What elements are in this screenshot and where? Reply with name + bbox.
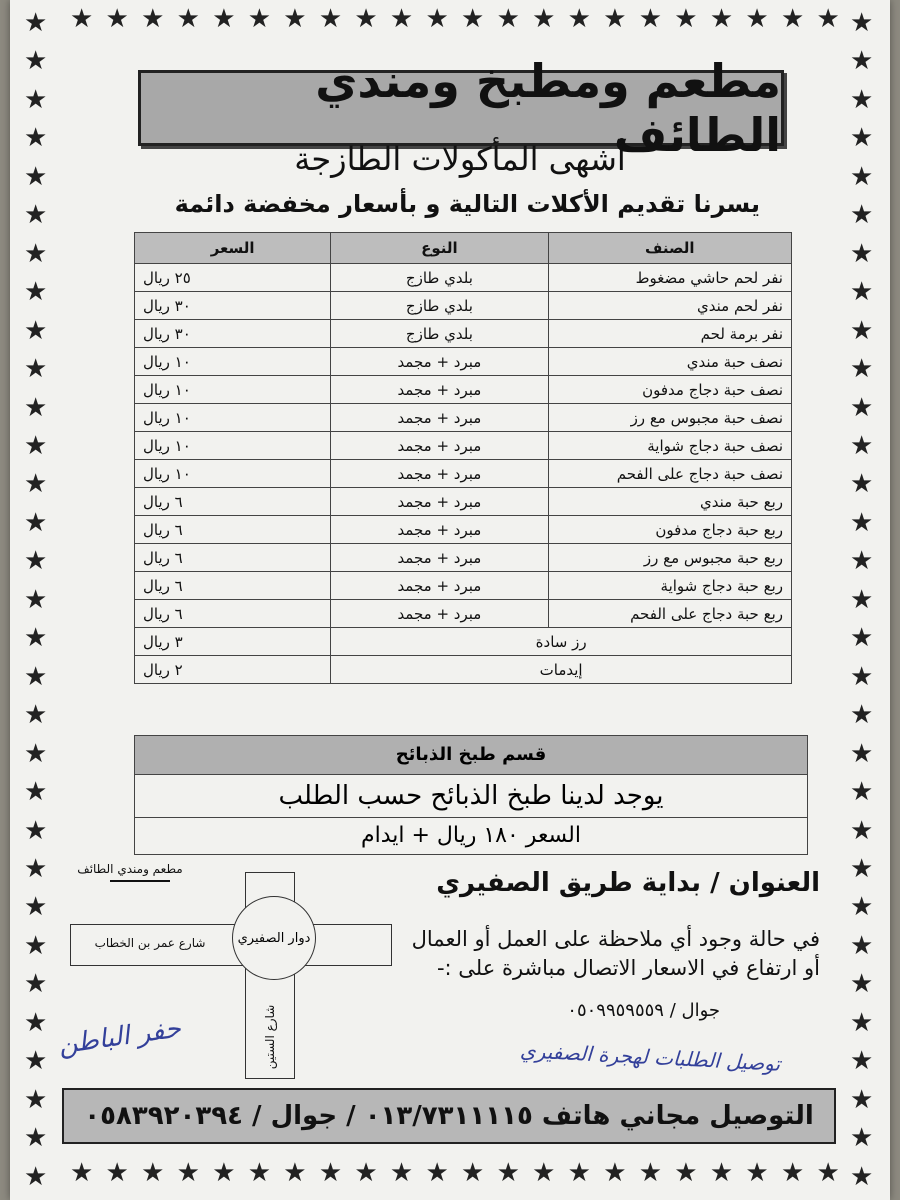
price-cell: ١٠ ريال — [135, 348, 331, 376]
price-cell: ٦ ريال — [135, 600, 331, 628]
type-cell: مبرد + مجمد — [331, 572, 548, 600]
item-cell: نفر برمة لحم — [548, 320, 791, 348]
dhabaeh-heading: قسم طبخ الذبائح — [135, 736, 807, 775]
price-cell: ٦ ريال — [135, 516, 331, 544]
price-cell: ١٠ ريال — [135, 432, 331, 460]
item-cell: نصف حبة دجاج على الفحم — [548, 460, 791, 488]
table-row — [135, 460, 792, 488]
location-map — [50, 860, 400, 1090]
item-cell: نفر لحم حاشي مضغوط — [548, 264, 791, 292]
price-cell: ٣ ريال — [135, 628, 331, 656]
type-cell: مبرد + مجمد — [331, 404, 548, 432]
menu-table — [134, 232, 792, 684]
arrow-icon — [110, 880, 170, 882]
price-cell: ٦ ريال — [135, 572, 331, 600]
item-cell: نصف حبة دجاج مدفون — [548, 376, 791, 404]
price-cell: ٢٥ ريال — [135, 264, 331, 292]
type-cell: بلدي طازج — [331, 264, 548, 292]
type-cell: مبرد + مجمد — [331, 544, 548, 572]
item-cell: إيدمات — [331, 656, 792, 684]
intro-text: يسرنا تقديم الأكلات التالية و بأسعار مخفضة دائمة — [174, 190, 760, 218]
table-row — [135, 264, 792, 292]
price-cell: ١٠ ريال — [135, 460, 331, 488]
star-border-right: ★ ★ ★ ★ ★ ★ ★ ★ ★ ★ ★ ★ ★ ★ ★ ★ ★ ★ ★ ★ ★ ★ ★ ★ ★ ★ ★ ★ ★ ★ ★ — [850, 8, 874, 1192]
type-cell: بلدي طازج — [331, 292, 548, 320]
dhabaeh-offer: يوجد لدينا طبخ الذبائح حسب الطلب — [135, 775, 807, 818]
price-cell: ٦ ريال — [135, 488, 331, 516]
type-cell: مبرد + مجمد — [331, 460, 548, 488]
subtitle: أشهى المأكولات الطازجة — [294, 140, 626, 178]
dhabaeh-price: السعر ١٨٠ ريال + ايدام — [360, 823, 581, 848]
table-row — [135, 348, 792, 376]
table-row — [135, 488, 792, 516]
star-border-bottom: ★ ★ ★ ★ ★ ★ ★ ★ ★ ★ ★ ★ ★ ★ ★ ★ ★ ★ ★ ★ ★ ★ — [70, 1158, 840, 1188]
table-row — [135, 320, 792, 348]
type-cell: بلدي طازج — [331, 320, 548, 348]
item-cell: ربع حبة دجاج شواية — [548, 572, 791, 600]
table-row — [135, 292, 792, 320]
item-cell: رز سادة — [331, 628, 792, 656]
map-street-vertical: شارع الستين — [263, 1004, 277, 1070]
type-cell: مبرد + مجمد — [331, 600, 548, 628]
address-text: العنوان / بداية طريق الصفيري — [436, 868, 820, 898]
table-row — [135, 516, 792, 544]
handwritten-city: حفر الباطن — [56, 1013, 183, 1061]
type-cell: مبرد + مجمد — [331, 432, 548, 460]
price-cell: ٣٠ ريال — [135, 292, 331, 320]
item-cell: ربع حبة دجاج مدفون — [548, 516, 791, 544]
map-street-horizontal: شارع عمر بن الخطاب — [94, 936, 206, 950]
item-cell: نصف حبة مجبوس مع رز — [548, 404, 791, 432]
type-cell: مبرد + مجمد — [331, 488, 548, 516]
table-row — [135, 600, 792, 628]
item-cell: ربع حبة دجاج على الفحم — [548, 600, 791, 628]
type-cell: مبرد + مجمد — [331, 376, 548, 404]
roundabout-label: دوار الصفيري — [232, 896, 316, 980]
table-row — [135, 404, 792, 432]
price-cell: ١٠ ريال — [135, 376, 331, 404]
star-border-top: ★ ★ ★ ★ ★ ★ ★ ★ ★ ★ ★ ★ ★ ★ ★ ★ ★ ★ ★ ★ ★ ★ — [70, 4, 840, 34]
map-restaurant-label: مطعم ومندي الطائف — [77, 862, 183, 876]
table-row — [135, 628, 792, 656]
dhabaeh-section — [134, 735, 808, 855]
item-cell: نفر لحم مندي — [548, 292, 791, 320]
flyer-page — [10, 0, 890, 1200]
delivery-banner: التوصيل مجاني هاتف ٠١٣/٧٣١١١١٥ / جوال / ٠٥٨٣٩٢٠٣٩٤ — [62, 1088, 836, 1144]
table-row — [135, 656, 792, 684]
table-row — [135, 572, 792, 600]
item-cell: نصف حبة دجاج شواية — [548, 432, 791, 460]
header-type: النوع — [331, 233, 548, 264]
price-cell: ١٠ ريال — [135, 404, 331, 432]
type-cell: مبرد + مجمد — [331, 348, 548, 376]
complaint-note: في حالة وجود أي ملاحظة على العمل أو العمال أو ارتفاع في الاسعار الاتصال مباشرة على :- — [411, 927, 820, 981]
table-row — [135, 544, 792, 572]
header-price: السعر — [135, 233, 331, 264]
star-border-left: ★ ★ ★ ★ ★ ★ ★ ★ ★ ★ ★ ★ ★ ★ ★ ★ ★ ★ ★ ★ ★ ★ ★ ★ ★ ★ ★ ★ ★ ★ ★ — [24, 8, 48, 1192]
header-item: الصنف — [548, 233, 791, 264]
handwritten-delivery-note: توصيل الطلبات لهجرة الصفيري — [519, 1038, 781, 1076]
price-cell: ٢ ريال — [135, 656, 331, 684]
price-cell: ٣٠ ريال — [135, 320, 331, 348]
item-cell: ربع حبة مجبوس مع رز — [548, 544, 791, 572]
type-cell: مبرد + مجمد — [331, 516, 548, 544]
item-cell: ربع حبة مندي — [548, 488, 791, 516]
restaurant-title: مطعم ومطبخ ومندي الطائف — [138, 70, 784, 146]
table-row — [135, 376, 792, 404]
item-cell: نصف حبة مندي — [548, 348, 791, 376]
price-cell: ٦ ريال — [135, 544, 331, 572]
table-row — [135, 432, 792, 460]
mobile-number: جوال / ٠٥٠٩٩٥٩٥٥٩ — [567, 1000, 720, 1021]
